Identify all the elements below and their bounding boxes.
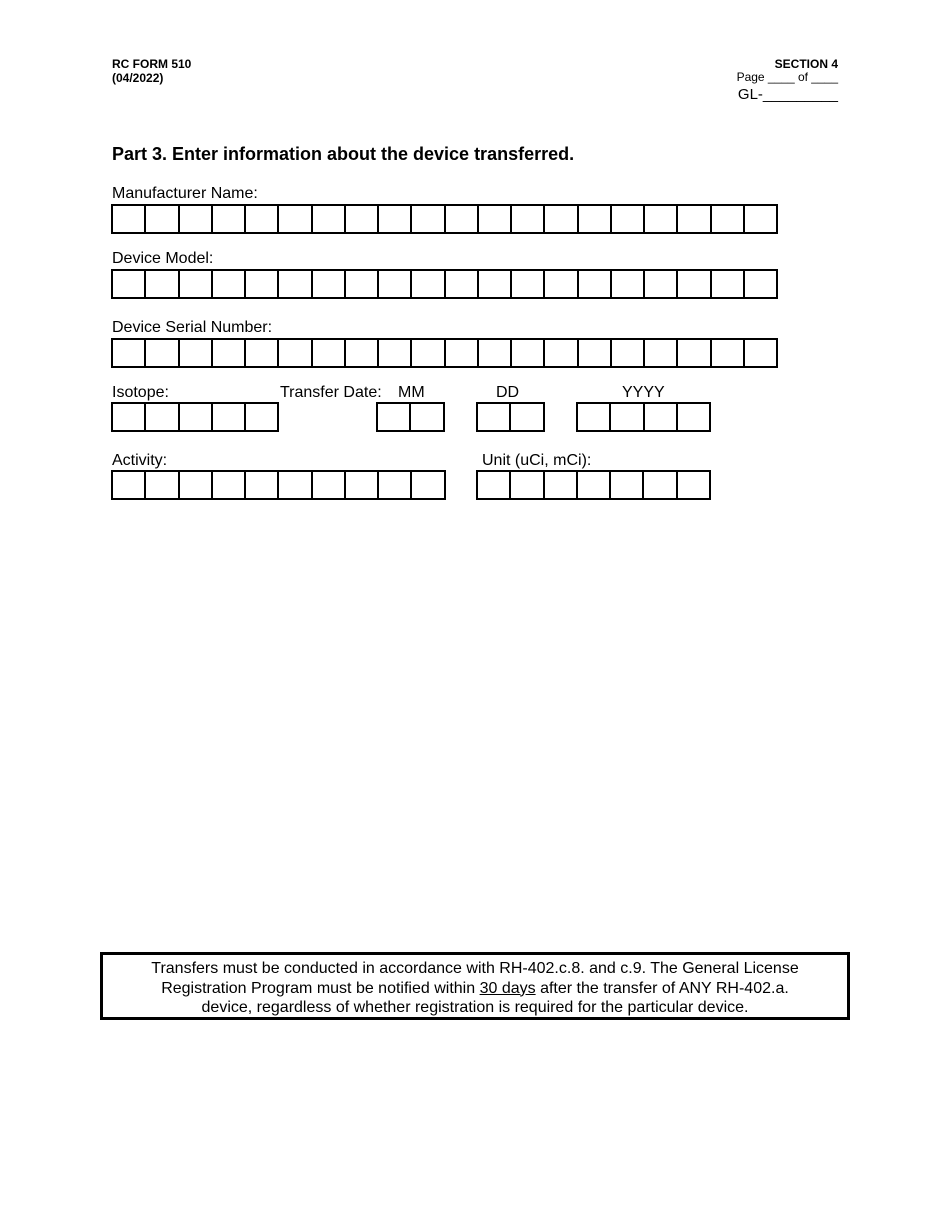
char-box[interactable]	[712, 271, 745, 297]
char-box[interactable]	[545, 206, 578, 232]
char-box[interactable]	[379, 472, 412, 498]
char-box[interactable]	[213, 206, 246, 232]
char-box[interactable]	[279, 271, 312, 297]
char-box[interactable]	[512, 340, 545, 366]
char-box[interactable]	[180, 404, 213, 430]
unit-input[interactable]	[476, 470, 711, 500]
char-box[interactable]	[579, 206, 612, 232]
char-box[interactable]	[180, 340, 213, 366]
char-box[interactable]	[346, 472, 379, 498]
part-title: Part 3. Enter information about the device transferred.	[112, 144, 575, 164]
char-box[interactable]	[213, 271, 246, 297]
form-date: (04/2022)	[112, 71, 164, 85]
char-box[interactable]	[313, 271, 346, 297]
char-box[interactable]	[279, 340, 312, 366]
char-box[interactable]	[146, 404, 179, 430]
notice-deadline: 30 days	[479, 979, 536, 997]
notice-line-2-start: Registration Program must be notified within	[161, 979, 480, 997]
char-box[interactable]	[612, 206, 645, 232]
char-box[interactable]	[645, 340, 678, 366]
char-box[interactable]	[146, 206, 179, 232]
activity-input[interactable]	[111, 470, 446, 500]
char-box[interactable]	[579, 271, 612, 297]
model-label: Device Model:	[112, 250, 214, 267]
char-box[interactable]	[246, 271, 279, 297]
char-box[interactable]	[512, 206, 545, 232]
char-box[interactable]	[478, 472, 511, 498]
char-box[interactable]	[612, 340, 645, 366]
char-box[interactable]	[446, 271, 479, 297]
char-box[interactable]	[645, 206, 678, 232]
char-box[interactable]	[412, 206, 445, 232]
char-box[interactable]	[511, 404, 544, 430]
char-box[interactable]	[712, 340, 745, 366]
char-box[interactable]	[378, 404, 411, 430]
notice-line-2-end: after the transfer of ANY RH-402.a.	[535, 979, 789, 997]
char-box[interactable]	[313, 472, 346, 498]
char-box[interactable]	[644, 472, 677, 498]
char-box[interactable]	[545, 340, 578, 366]
char-box[interactable]	[678, 206, 711, 232]
char-box[interactable]	[612, 271, 645, 297]
char-box[interactable]	[412, 271, 445, 297]
char-box[interactable]	[545, 472, 578, 498]
char-box[interactable]	[279, 472, 312, 498]
char-box[interactable]	[246, 404, 279, 430]
char-box[interactable]	[678, 340, 711, 366]
char-box[interactable]	[113, 472, 146, 498]
char-box[interactable]	[379, 206, 412, 232]
model-input[interactable]	[111, 269, 778, 299]
char-box[interactable]	[745, 271, 778, 297]
char-box[interactable]	[180, 472, 213, 498]
char-box[interactable]	[113, 206, 146, 232]
char-box[interactable]	[611, 472, 644, 498]
char-box[interactable]	[146, 472, 179, 498]
char-box[interactable]	[313, 206, 346, 232]
char-box[interactable]	[346, 271, 379, 297]
char-box[interactable]	[213, 340, 246, 366]
transfer-date-label: Transfer Date:	[280, 384, 382, 401]
char-box[interactable]	[446, 206, 479, 232]
notice-line-2	[103, 979, 847, 999]
char-box[interactable]	[411, 404, 444, 430]
char-box[interactable]	[611, 404, 644, 430]
char-box[interactable]	[113, 271, 146, 297]
char-box[interactable]	[678, 472, 711, 498]
char-box[interactable]	[511, 472, 544, 498]
page-count: Page ____ of ____	[736, 70, 838, 84]
isotope-input[interactable]	[111, 402, 279, 432]
char-box[interactable]	[479, 340, 512, 366]
char-box[interactable]	[578, 404, 611, 430]
transfer-notice	[100, 952, 850, 1020]
section-label: SECTION 4	[774, 57, 838, 71]
char-box[interactable]	[745, 340, 778, 366]
char-box[interactable]	[412, 340, 445, 366]
char-box[interactable]	[180, 271, 213, 297]
char-box[interactable]	[180, 206, 213, 232]
char-box[interactable]	[512, 271, 545, 297]
dd-label: DD	[496, 384, 520, 401]
isotope-label: Isotope:	[112, 384, 169, 401]
char-box[interactable]	[678, 271, 711, 297]
char-box[interactable]	[645, 271, 678, 297]
char-box[interactable]	[146, 271, 179, 297]
char-box[interactable]	[678, 404, 711, 430]
char-box[interactable]	[478, 404, 511, 430]
char-box[interactable]	[346, 206, 379, 232]
char-box[interactable]	[745, 206, 778, 232]
char-box[interactable]	[313, 340, 346, 366]
char-box[interactable]	[246, 340, 279, 366]
manufacturer-label: Manufacturer Name:	[112, 185, 258, 202]
year-input[interactable]	[576, 402, 711, 432]
serial-label: Device Serial Number:	[112, 319, 273, 336]
char-box[interactable]	[279, 206, 312, 232]
char-box[interactable]	[479, 206, 512, 232]
gl-number: GL-_________	[737, 86, 838, 103]
activity-label: Activity:	[112, 452, 168, 469]
char-box[interactable]	[113, 340, 146, 366]
char-box[interactable]	[246, 206, 279, 232]
notice-line-3: device, regardless of whether registration is required for the particular device.	[201, 999, 749, 1016]
char-box[interactable]	[578, 472, 611, 498]
char-box[interactable]	[213, 472, 246, 498]
day-input[interactable]	[476, 402, 545, 432]
char-box[interactable]	[479, 271, 512, 297]
unit-label: Unit (uCi, mCi):	[482, 452, 592, 469]
notice-line-1: Transfers must be conducted in accordance with RH-402.c.8. and c.9. The General License	[151, 960, 799, 977]
char-box[interactable]	[579, 340, 612, 366]
char-box[interactable]	[246, 472, 279, 498]
char-box[interactable]	[545, 271, 578, 297]
mm-label: MM	[398, 384, 425, 401]
char-box[interactable]	[446, 340, 479, 366]
serial-input[interactable]	[111, 338, 778, 368]
char-box[interactable]	[412, 472, 445, 498]
char-box[interactable]	[213, 404, 246, 430]
char-box[interactable]	[379, 271, 412, 297]
month-input[interactable]	[376, 402, 445, 432]
char-box[interactable]	[645, 404, 678, 430]
char-box[interactable]	[113, 404, 146, 430]
char-box[interactable]	[346, 340, 379, 366]
form-id: RC FORM 510	[112, 57, 192, 71]
char-box[interactable]	[379, 340, 412, 366]
manufacturer-input[interactable]	[111, 204, 778, 234]
char-box[interactable]	[146, 340, 179, 366]
yyyy-label: YYYY	[622, 384, 665, 401]
char-box[interactable]	[712, 206, 745, 232]
